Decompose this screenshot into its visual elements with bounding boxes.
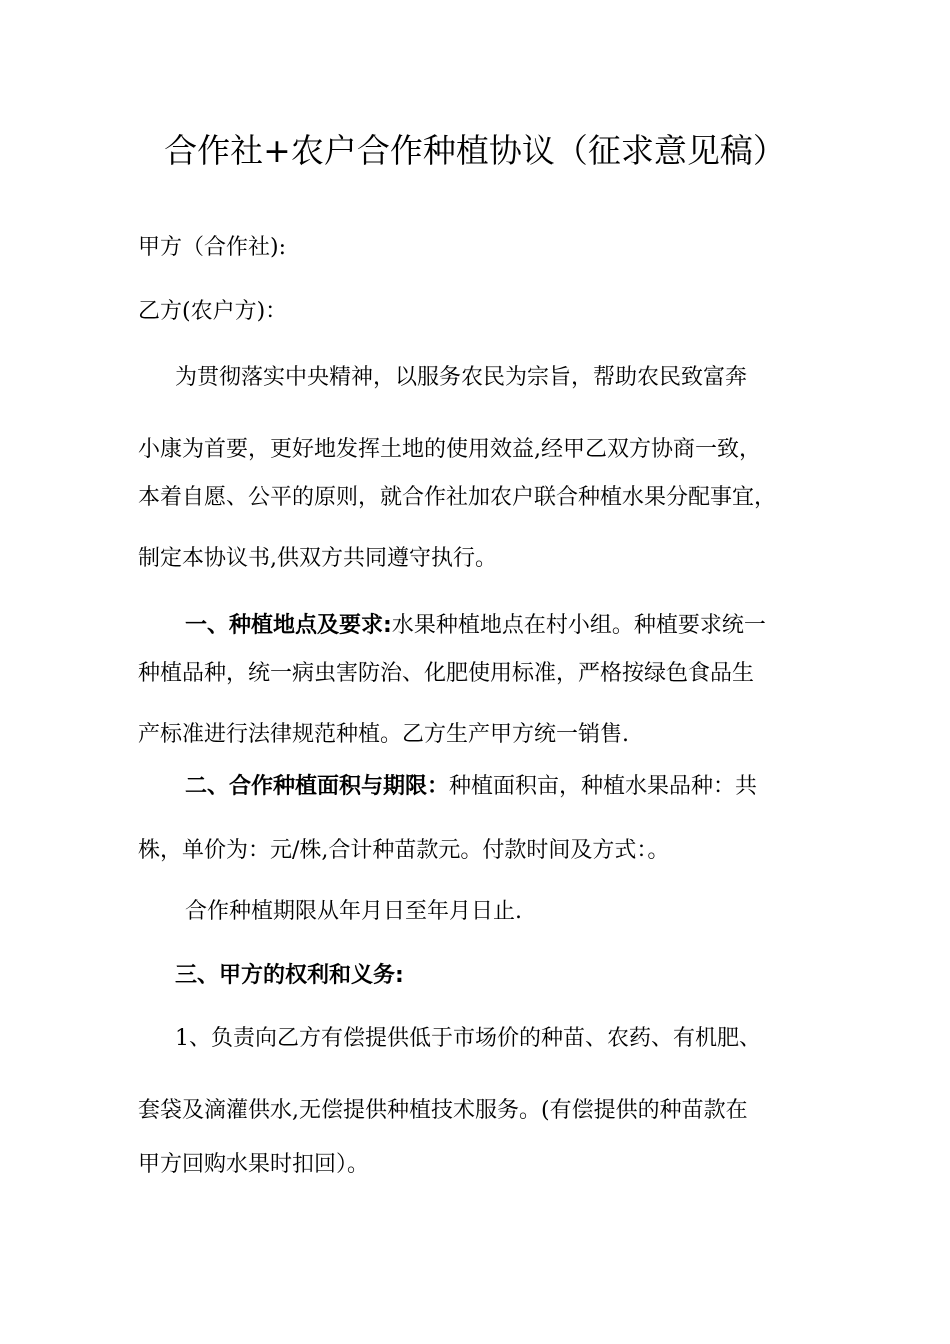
section-2-heading: 二、合作种植面积与期限： [185,774,450,799]
section-2-line-2: 株，单价为：元/株,合计种苗款元。付款时间及方式：。 [138,838,670,863]
section-2-line-1-rest: 种植面积亩，种植水果品种：共 [449,774,758,799]
section-3-item-1-line-2: 套袋及滴灌供水,无偿提供种植技术服务。(有偿提供的种苗款在 [138,1098,748,1123]
intro-line-2-rest: ，更好地发挥土地的使用效益,经甲乙双方协商一致， [248,437,762,462]
section-1-line-1-rest: 水果种植地点在村小组。种植要求统一 [391,613,766,638]
intro-line-4: 制定本协议书,供双方共同遵守执行。 [138,546,497,571]
section-1-line-1 [185,609,875,643]
section-1-heading: 一、种植地点及要求: [185,613,392,638]
document-title: 合作社+农户合作种植协议（征求意见稿） [164,131,786,170]
party-b-line: 乙方(农户方)： [138,299,288,324]
section-1-line-2: 种植品种，统一病虫害防治、化肥使用标准，严格按绿色食品生 [138,661,755,686]
intro-line-2-lead: 小康为首要 [138,437,249,462]
section-3-item-1-line-1: 1、负责向乙方有偿提供低于市场价的种苗、农药、有机肥、 [175,1026,761,1051]
section-3-heading: 三、甲方的权利和义务: [175,963,404,988]
party-a-line: 甲方（合作社): [138,235,286,260]
section-2-line-3: 合作种植期限从年月日至年月日止. [185,899,522,924]
section-1-line-3: 产标准进行法律规范种植。乙方生产甲方统一销售. [138,722,629,747]
section-2-line-1 [185,770,875,804]
section-3-item-1-line-3: 甲方回购水果时扣回）。 [138,1152,370,1177]
intro-line-1: 为贯彻落实中央精神，以服务农民为宗旨，帮助农民致富奔 [175,365,748,390]
intro-line-3: 本着自愿、公平的原则，就合作社加农户联合种植水果分配事宜， [138,485,777,510]
intro-line-2 [138,433,828,467]
